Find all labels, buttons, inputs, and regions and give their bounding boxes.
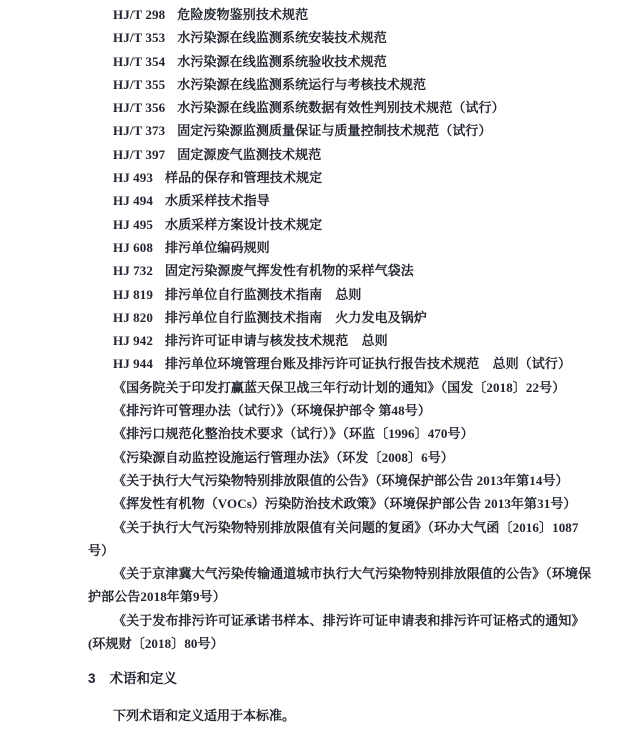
reference-item bbox=[88, 236, 598, 259]
standard-title: 固定污染源监测质量保证与质量控制技术规范（试行） bbox=[177, 123, 492, 139]
standard-code: HJ 944 bbox=[113, 356, 153, 372]
reference-item bbox=[88, 3, 598, 26]
standard-code: HJ/T 353 bbox=[113, 30, 166, 46]
section-number: 3 bbox=[88, 671, 96, 687]
standard-code: HJ 495 bbox=[113, 216, 153, 232]
standard-code: HJ 493 bbox=[113, 170, 153, 186]
reference-item bbox=[88, 329, 598, 352]
reference-item bbox=[88, 73, 598, 96]
standard-code: HJ/T 373 bbox=[113, 123, 166, 139]
standard-title: 排污许可证申请与核发技术规范 总则 bbox=[164, 333, 388, 349]
standard-code: HJ/T 356 bbox=[113, 100, 166, 116]
reference-item bbox=[88, 189, 598, 212]
standard-code: HJ 820 bbox=[113, 309, 153, 325]
document-citation: 《关于执行大气污染物特别排放限值的公告》（环境保护部公告 2013年第14号） bbox=[113, 472, 569, 488]
standard-code: HJ 732 bbox=[113, 263, 153, 279]
documents-list bbox=[88, 376, 598, 656]
section-heading bbox=[88, 667, 598, 690]
standard-title: 排污单位编码规则 bbox=[164, 239, 270, 255]
reference-item bbox=[88, 259, 598, 282]
document-citation: 《关于发布排污许可证承诺书样本、排污许可证申请表和排污许可证格式的通知》(环规财〔2018〕80号） bbox=[88, 612, 585, 652]
standard-title: 固定污染源废气挥发性有机物的采样气袋法 bbox=[164, 263, 414, 279]
standard-code: HJ/T 354 bbox=[113, 53, 166, 69]
standard-code: HJ/T 397 bbox=[113, 146, 166, 162]
standard-title: 危险废物鉴别技术规范 bbox=[177, 7, 309, 22]
reference-item bbox=[88, 213, 598, 236]
document-citation: 《关于京津冀大气污染传输通道城市执行大气污染物特别排放限值的公告》（环境保护部公告2018年第9号） bbox=[88, 566, 592, 605]
standard-code: HJ/T 355 bbox=[113, 76, 166, 92]
standard-code: HJ 494 bbox=[113, 193, 153, 209]
standard-title: 水质采样方案设计技术规定 bbox=[164, 216, 323, 232]
reference-item bbox=[88, 96, 598, 119]
standard-title: 排污单位环境管理台账及排污许可证执行报告技术规范 总则（试行） bbox=[164, 356, 572, 372]
standard-code: HJ 819 bbox=[113, 286, 153, 302]
reference-item bbox=[88, 143, 598, 166]
document-citation: 《排污口规范化整治技术要求（试行）》（环监〔1996〕470号） bbox=[113, 426, 474, 442]
document-citation: 《挥发性有机物（VOCs）污染防治技术政策》（环境保护部公告 2013年第31号） bbox=[113, 496, 577, 512]
section-title: 术语和定义 bbox=[109, 671, 178, 687]
reference-item bbox=[88, 352, 598, 375]
standard-title: 水污染源在线监测系统安装技术规范 bbox=[177, 30, 387, 46]
reference-item bbox=[88, 26, 598, 49]
reference-item bbox=[88, 166, 598, 189]
standard-code: HJ 608 bbox=[113, 239, 153, 255]
standard-title: 水污染源在线监测系统数据有效性判别技术规范（试行） bbox=[177, 100, 505, 116]
document-citation: 《关于执行大气污染物特别排放限值有关问题的复函》（环办大气函〔2016〕1087号） bbox=[88, 519, 579, 558]
standard-code: HJ/T 298 bbox=[113, 7, 166, 22]
document-citation: 《污染源自动监控设施运行管理办法》（环发〔2008〕6号） bbox=[113, 449, 454, 465]
references-list bbox=[88, 3, 598, 376]
document-citation: 《排污许可管理办法（试行）》（环境保护部令 第48号） bbox=[113, 403, 431, 419]
standard-title: 固定源废气监测技术规范 bbox=[177, 146, 322, 162]
reference-item bbox=[88, 306, 598, 329]
section-intro-text: 下列术语和定义适用于本标准。 bbox=[113, 707, 296, 723]
reference-item bbox=[88, 50, 598, 73]
standard-title: 水污染源在线监测系统验收技术规范 bbox=[177, 53, 387, 69]
standard-title: 水质采样技术指导 bbox=[164, 193, 270, 209]
standard-code: HJ 942 bbox=[113, 333, 153, 349]
standard-title: 排污单位自行监测技术指南 火力发电及锅炉 bbox=[164, 309, 427, 325]
standard-title: 样品的保存和管理技术规定 bbox=[164, 170, 323, 186]
reference-item bbox=[88, 283, 598, 306]
standard-title: 排污单位自行监测技术指南 总则 bbox=[164, 286, 362, 302]
document-citation: 《国务院关于印发打赢蓝天保卫战三年行动计划的通知》（国发〔2018〕22号） bbox=[113, 379, 566, 395]
reference-item bbox=[88, 119, 598, 142]
standard-title: 水污染源在线监测系统运行与考核技术规范 bbox=[177, 76, 427, 92]
